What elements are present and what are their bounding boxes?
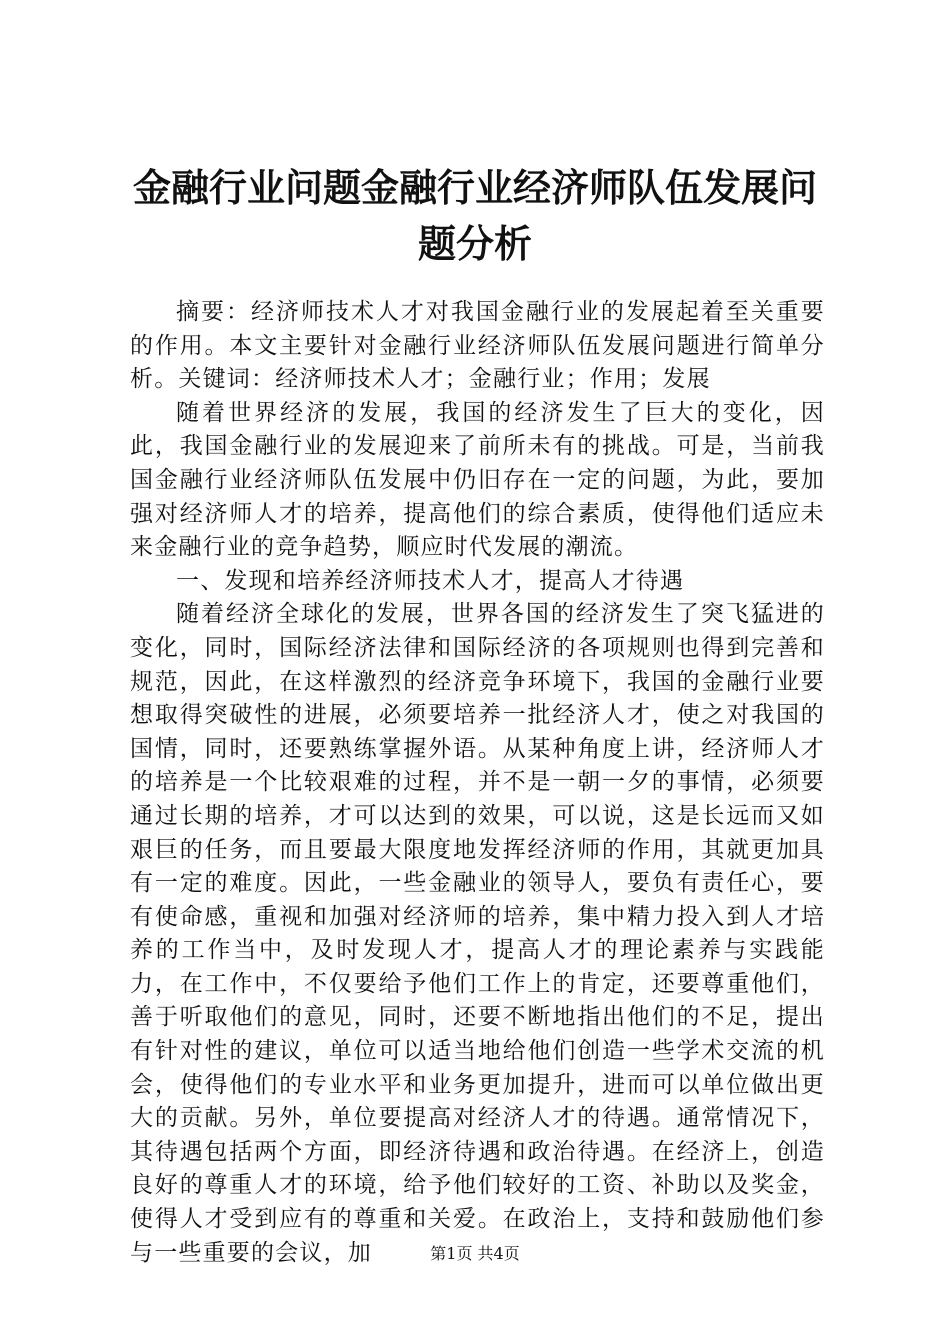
section-body-paragraph: 随着经济全球化的发展，世界各国的经济发生了突飞猛进的变化，同时，国际经济法律和国际经济的各项规则也得到完善和规范，因此，在这样激烈的经济竞争环境下，我国的金融行业要想取得突破性的进展，必须要培养一批经济人才，使之对我国的国情，同时，还要熟练掌握外语。从某种角度上讲，经济师人才的培养是一个比较艰难的过程，并不是一朝一夕的事情，必须要通过长期的培养，才可以达到的效果，可以说，这是长远而又如艰巨的任务，而且要最大限度地发挥经济师的作用，其就更加具有一定的难度。因此，一些金融业的领导人，要负有责任心，要有使命感，重视和加强对经济师的培养，集中精力投入到人才培养的工作当中，及时发现人才，提高人才的理论素养与实践能力，在工作中，不仅要给予他们工作上的肯定，还要尊重他们，善于听取他们的意见，同时，还要不断地指出他们的不足，提出有针对性的建议，单位可以适当地给他们创造一些学术交流的机会，使得他们的专业水平和业务更加提升，进而可以单位做出更大的贡献。另外，单位要提高对经济人才的待遇。通常情况下，其待遇包括两个方面，即经济待遇和政治待遇。在经济上，创造良好的尊重人才的环境，给予他们较好的工资、补助以及奖金，使得人才受到应有的尊重和关爱。在政治上，支持和鼓励他们参与一些重要的会议，加 xyxy=(130,601,825,1266)
section-heading: 一、发现和培养经济师技术人才，提高人才待遇 xyxy=(176,567,685,594)
document-body xyxy=(130,296,825,1270)
abstract-paragraph: 摘要：经济师技术人才对我国金融行业的发展起着至关重要的作用。本文主要针对金融行业经济师队伍发展问题进行简单分析。关键词：经济师技术人才；金融行业；作用；发展 xyxy=(130,299,825,393)
page-number-footer: 第1页 共4页 xyxy=(430,1244,520,1263)
intro-paragraph: 随着世界经济的发展，我国的经济发生了巨大的变化，因此，我国金融行业的发展迎来了前所未有的挑战。可是，当前我国金融行业经济师队伍发展中仍旧存在一定的问题，为此，要加强对经济师人才的培养，提高他们的综合素质，使得他们适应未来金融行业的竞争趋势，顺应时代发展的潮流。 xyxy=(130,399,825,561)
document-title: 金融行业问题金融行业经济师队伍发展问题分析 xyxy=(132,166,817,266)
